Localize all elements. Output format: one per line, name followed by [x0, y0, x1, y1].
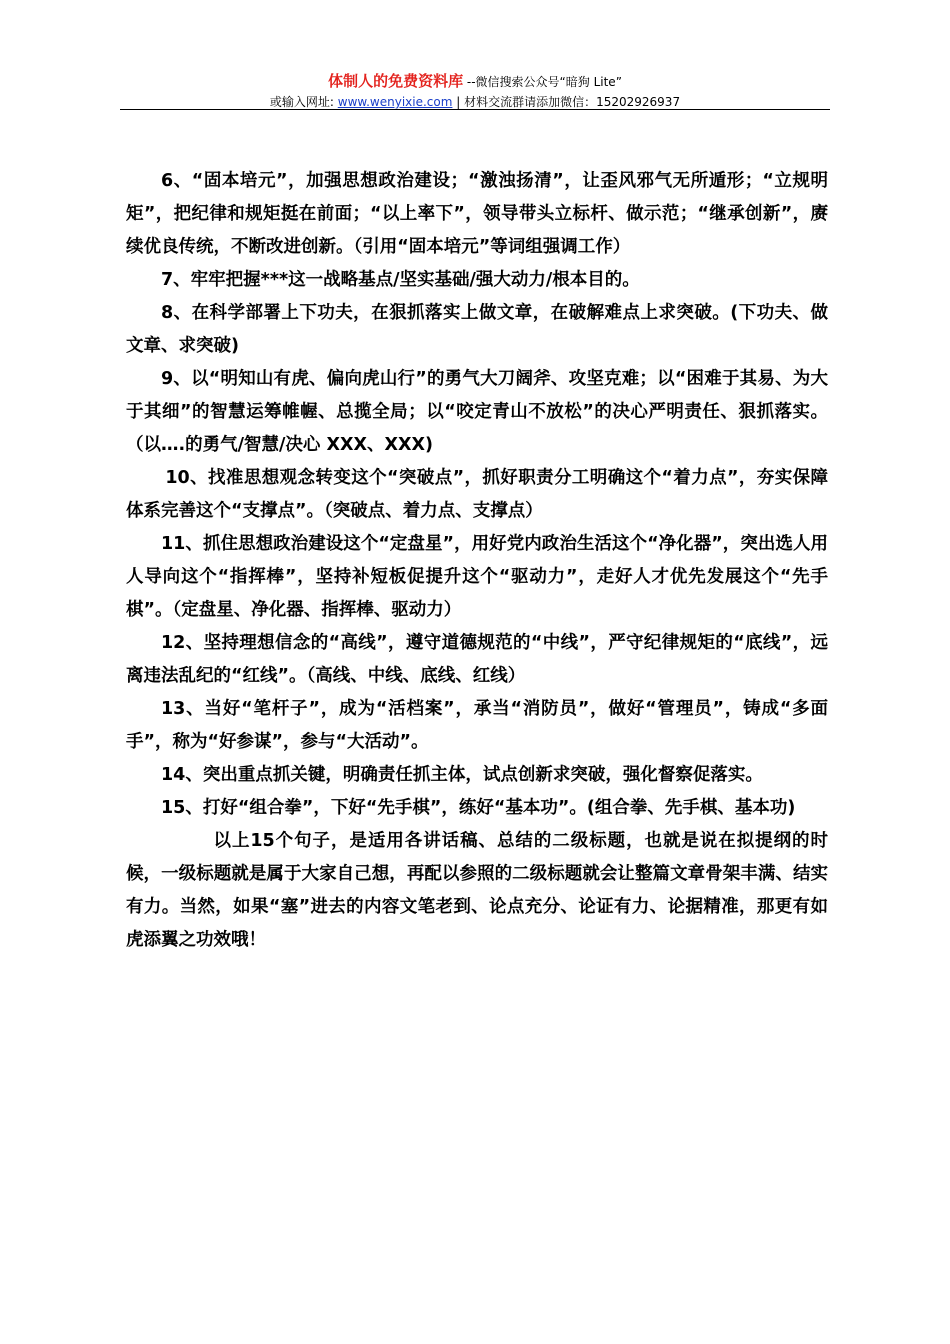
header-title: 体制人的免费资料库 — [328, 72, 464, 90]
paragraph-11: 11、抓住思想政治建设这个“定盘星”，用好党内政治生活这个“净化器”，突出选人用人导向这个“指挥棒”，坚持补短板促提升这个“驱动力”，走好人才优先发展这个“先手棋”。（定盘星、净化器、指挥棒、驱动力） — [126, 534, 828, 620]
paragraph-7: 7、牢牢把握***这一战略基点/坚实基础/强大动力/根本目的。 — [161, 270, 640, 290]
document-body — [126, 165, 828, 957]
paragraph-6: 6、“固本培元”，加强思想政治建设；“激浊扬清”，让歪风邪气无所遁形；“立规明矩”，把纪律和规矩挺在前面；“以上率下”，领导带头立标杆、做示范；“继承创新”，赓续优良传统，不断改进创新。（引用“固本培元”等词组强调工作） — [126, 171, 828, 257]
url-prefix: 或输入网址: — [269, 95, 338, 109]
paragraph-13: 13、当好“笔杆子”，成为“活档案”，承当“消防员”，做好“管理员”，铸成“多面手”，称为“好参谋”，参与“大活动”。 — [126, 699, 828, 752]
paragraph-10: 10、找准思想观念转变这个“突破点”，抓好职责分工明确这个“着力点”，夯实保障体系完善这个“支撑点”。（突破点、着力点、支撑点） — [126, 468, 828, 521]
contact-info: | 材料交流群请添加微信：15202926937 — [452, 95, 681, 109]
paragraph-9: 9、以“明知山有虎、偏向虎山行”的勇气大刀阔斧、攻坚克难；以“困难于其易、为大于其细”的智慧运筹帷幄、总揽全局；以“咬定青山不放松”的决心严明责任、狠抓落实。（以….的勇气/智慧/决心 XXX、XXX) — [126, 369, 828, 455]
header-divider — [120, 109, 830, 110]
paragraph-8: 8、在科学部署上下功夫，在狠抓落实上做文章，在破解难点上求突破。(下功夫、做文章、求突破) — [126, 303, 828, 356]
header-banner — [120, 72, 830, 92]
page-header — [120, 72, 830, 111]
paragraph-12: 12、坚持理想信念的“高线”，遵守道德规范的“中线”，严守纪律规矩的“底线”，远离违法乱纪的“红线”。（高线、中线、底线、红线） — [126, 633, 828, 686]
summary-paragraph: 以上15个句子，是适用各讲话稿、总结的二级标题，也就是说在拟提纲的时候，一级标题就是属于大家自己想，再配以参照的二级标题就会让整篇文章骨架丰满、结实有力。当然，如果“塞”进去的内容文笔老到、论点充分、论证有力、论据精准，那更有如虎添翼之功效哦！ — [126, 831, 828, 950]
paragraph-14: 14、突出重点抓关键，明确责任抓主体，试点创新求突破，强化督察促落实。 — [161, 765, 763, 785]
header-subtitle: --微信搜索公众号“暗狗 Lite” — [463, 75, 622, 89]
paragraph-15: 15、打好“组合拳”，下好“先手棋”，练好“基本功”。(组合拳、先手棋、基本功) — [161, 798, 796, 818]
website-link[interactable]: www.wenyixie.com — [337, 95, 453, 109]
